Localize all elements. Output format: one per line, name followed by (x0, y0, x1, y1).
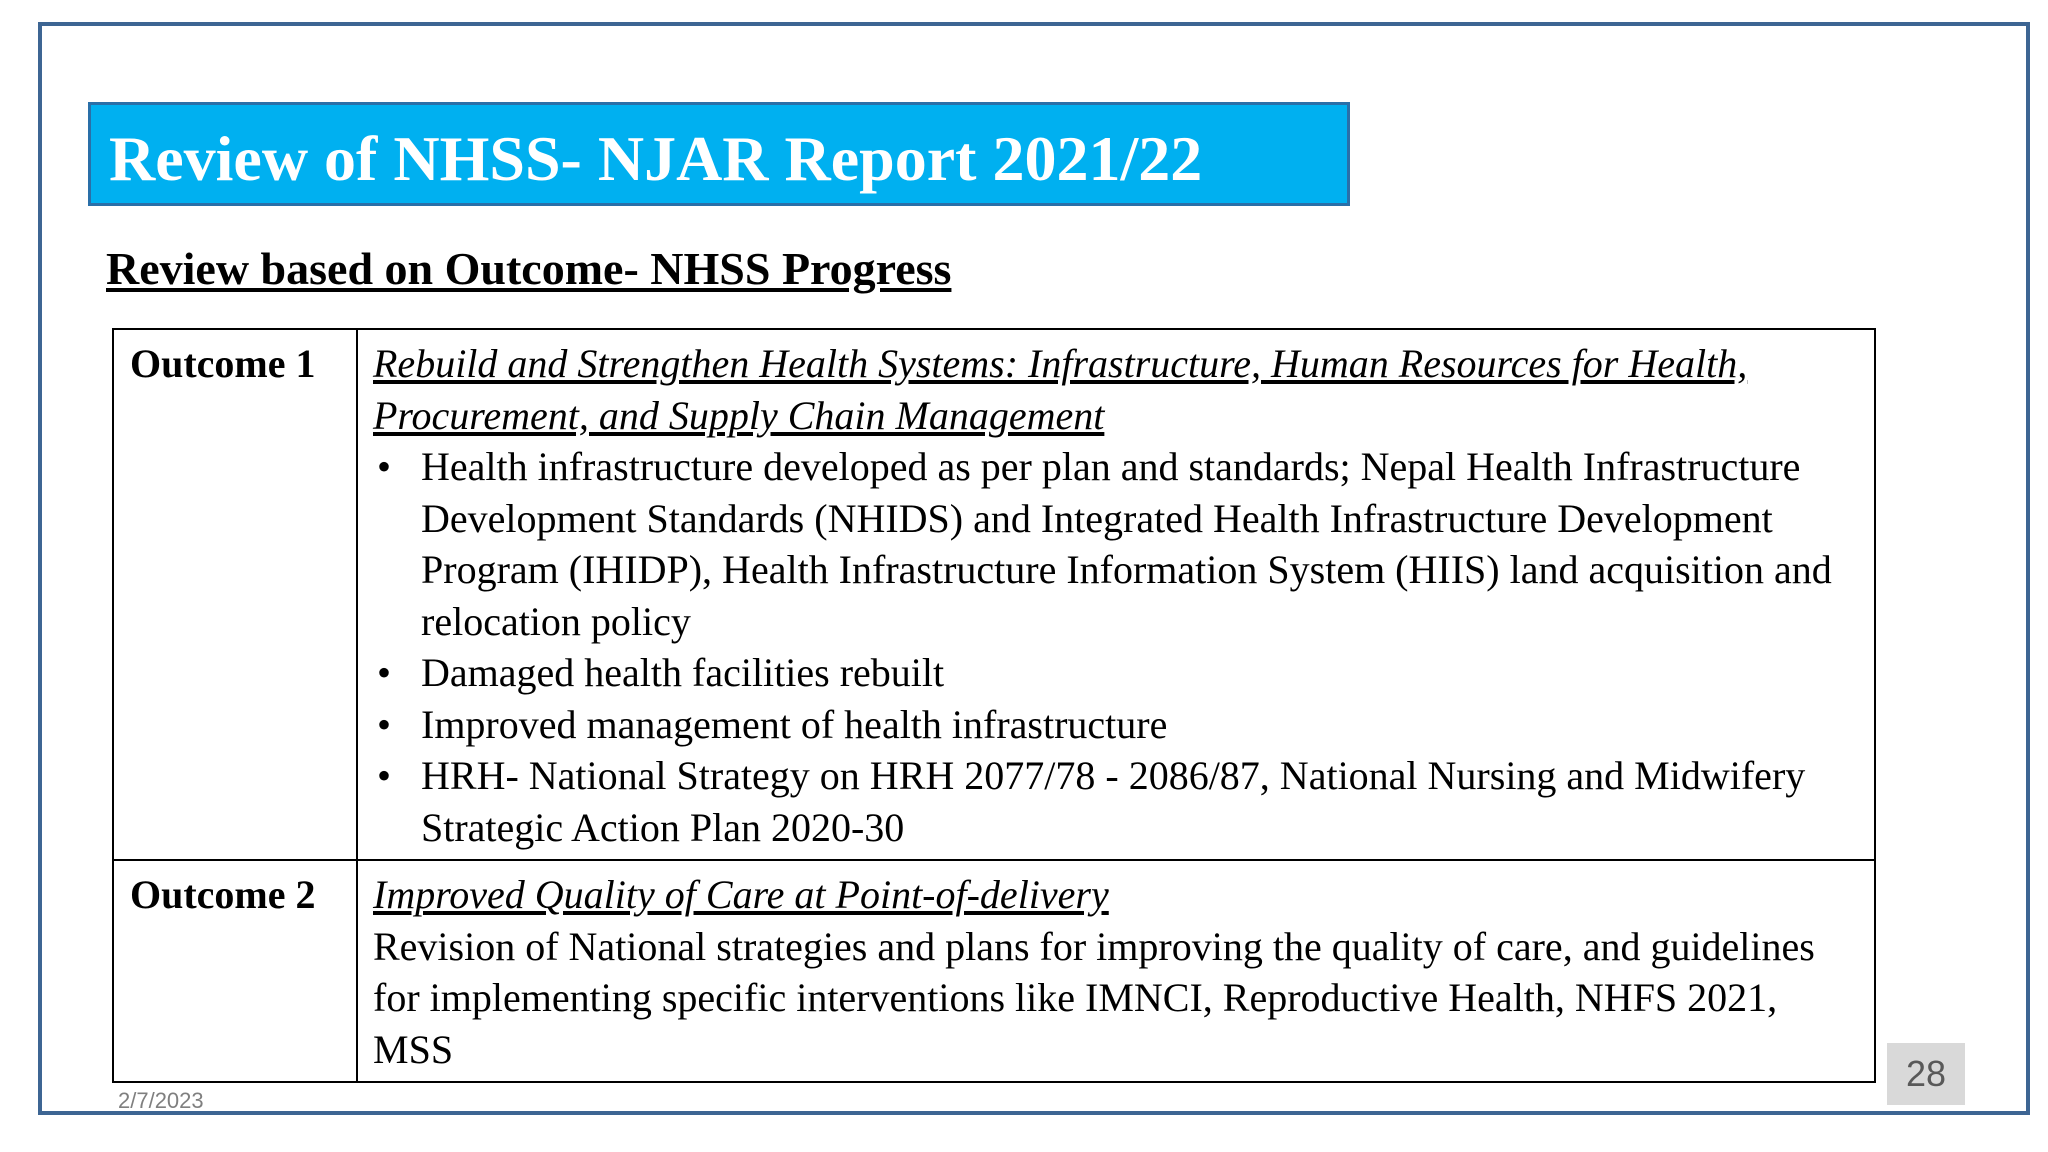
list-item (373, 699, 1864, 751)
section-heading: Review based on Outcome- NHSS Progress (106, 243, 952, 294)
table-row (113, 329, 1875, 860)
bullet-icon: • (377, 444, 392, 489)
bullet-icon: • (377, 650, 392, 695)
outcome-2-content (357, 860, 1875, 1082)
slide-title: Review of NHSS- NJAR Report 2021/22 (88, 102, 1350, 206)
list-item (373, 647, 1864, 699)
outcome-1-title: Rebuild and Strengthen Health Systems: Infrastructure, Human Resources for Health, Procurement, and Supply Chain Management (373, 341, 1748, 438)
bullet-icon: • (377, 753, 392, 798)
outcome-2-body: Revision of National strategies and plans for improving the quality of care, and guidelines for implementing specific interventions like IMNCI, Reproductive Health, NHFS 2021, MSS (373, 923, 1815, 1072)
outcome-1-bullet-list (373, 441, 1864, 853)
outcome-1-label: Outcome 1 (113, 329, 357, 860)
list-item (373, 441, 1864, 647)
outcome-2-label: Outcome 2 (113, 860, 357, 1082)
bullet-icon: • (377, 701, 392, 747)
bullet-text: HRH- National Strategy on HRH 2077/78 - 2086/87, National Nursing and Midwifery Strategic Action Plan 2020-30 (421, 753, 1806, 850)
page-number: 28 (1887, 1043, 1965, 1105)
bullet-text: Health infrastructure developed as per plan and standards; Nepal Health Infrastructure Development Standards (NHIDS) and Integrated Health Infrastructure Development Program (IHIDP), Health Infrastructure Information System (HIIS) land acquisition and relocation policy (421, 444, 1832, 644)
table-row (113, 860, 1875, 1082)
slide-date: 2/7/2023 (118, 1088, 204, 1113)
outcome-2-title: Improved Quality of Care at Point-of-delivery (373, 872, 1109, 917)
bullet-text: Improved management of health infrastructure (421, 701, 1168, 747)
outcome-table (112, 328, 1876, 1083)
outcome-1-content (357, 329, 1875, 860)
list-item (373, 750, 1864, 853)
bullet-text: Damaged health facilities rebuilt (421, 650, 945, 695)
